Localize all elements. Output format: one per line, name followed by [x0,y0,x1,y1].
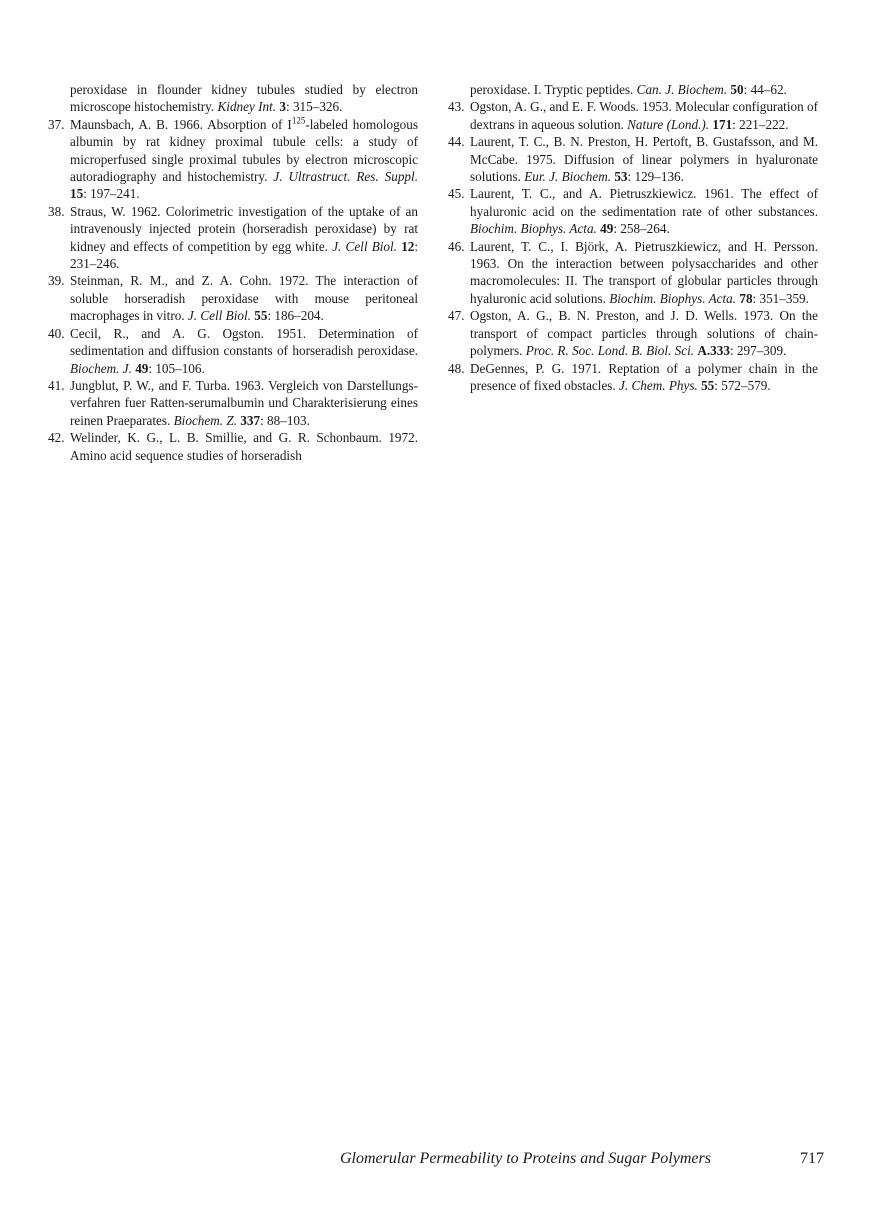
reference-text: Welinder, K. G., L. B. Smillie, and G. R. Schonbaum. 1972. Amino acid sequence studies of horseradish [70,430,418,463]
reference-item [48,116,418,203]
reference-number: 38. [48,203,65,219]
reference-volume: 55 [254,308,268,324]
reference-pages: : 297–309. [729,343,787,359]
reference-pages: : 129–136. [627,169,684,185]
reference-journal: Can. J. Biochem. [636,82,728,97]
reference-text: Straus, W. 1962. Colorimetric investigation of the uptake of an intravenously injected protein (horseradish peroxidase) by rat kidney and effects of competition by egg white. [70,203,418,254]
reference-number: 46. [448,238,465,254]
reference-number: 37. [48,116,65,132]
reference-journal: J. Cell Biol. [332,238,397,254]
reference-pages: : 315–326. [285,99,343,115]
reference-item [448,133,818,185]
reference-pages: : 88–103. [260,412,310,428]
reference-pages: : 186–204. [267,308,324,324]
reference-volume: 55 [701,377,715,393]
reference-journal: Biochim. Biophys. Acta. [609,290,737,306]
reference-item [48,429,418,464]
reference-number: 40. [48,325,65,341]
reference-pages: : 258–264. [613,221,670,237]
reference-text: Jungblut, P. W., and F. Turba. 1963. Vergleich von Darstellungs-verfahren fuer Ratten-serumalbumin und Charakterisierung eines reinen Praeparates. [70,377,418,428]
page-number: 717 [800,1150,824,1167]
reference-text: peroxidase in flounder kidney tubules studied by electron microscope histochemistry. [70,82,418,115]
reference-superscript: 125 [291,115,306,126]
reference-item [448,307,818,359]
reference-number: 39. [48,273,65,289]
reference-column-left [48,81,418,464]
reference-volume: 3 [279,99,286,115]
reference-journal: Biochim. Biophys. Acta. [470,221,597,237]
reference-journal: Proc. R. Soc. Lond. B. Biol. Sci. [525,343,695,359]
reference-volume: 15 [70,186,84,202]
reference-number: 47. [448,308,465,324]
reference-journal: J. Cell Biol. [187,308,251,324]
reference-journal: Kidney Int. [217,99,277,115]
reference-volume: 171 [712,116,733,132]
reference-item [448,98,818,133]
reference-pages: : 197–241. [83,186,140,202]
running-title: Glomerular Permeability to Proteins and Sugar Polymers [340,1150,711,1167]
reference-text: DeGennes, P. G. 1971. Reptation of a polymer chain in the presence of fixed obstacles. [470,360,818,393]
reference-text: Ogston, A. G., B. N. Preston, and J. D. Wells. 1973. On the transport of compact particles through solutions of chain-polymers. [470,308,818,359]
reference-volume: 53 [614,169,628,185]
reference-column-right [448,81,818,394]
reference-pages: : 231–246. [70,238,419,272]
reference-journal: Biochem. Z. [173,412,237,428]
reference-number: 48. [448,360,465,376]
reference-item [48,203,418,273]
reference-text: Laurent, T. C., B. N. Preston, H. Pertoft, B. Gustafsson, and M. McCabe. 1975. Diffusion of linear polymers in hyaluronate solutions. [470,134,818,185]
reference-pages: : 221–222. [732,116,789,132]
reference-journal: J. Ultrastruct. Res. Suppl. [273,169,418,185]
reference-pages: : 44–62. [743,82,787,97]
reference-item [48,325,418,377]
reference-text: Maunsbach, A. B. 1966. Absorption of I [70,116,292,132]
reference-number: 43. [448,99,465,115]
reference-volume: 50 [730,82,744,97]
reference-volume: 12 [401,238,415,254]
reference-number: 41. [48,377,65,393]
reference-volume: 49 [135,360,149,376]
reference-item [448,185,818,237]
reference-text: Laurent, T. C., I. Björk, A. Pietruszkiewicz, and H. Persson. 1963. On the interaction between polysaccharides and other macromolecules: II. The transport of globular particles through hyaluronic acid solutions. [470,238,818,306]
reference-journal: J. Chem. Phys. [619,377,698,393]
reference-pages: : 105–106. [148,360,205,376]
reference-continuation [48,81,418,116]
reference-volume: A.333 [697,343,730,359]
reference-item [48,272,418,324]
reference-item [448,238,818,308]
reference-number: 44. [448,134,465,150]
reference-journal: Eur. J. Biochem. [524,169,612,185]
reference-item [448,360,818,395]
reference-volume: 49 [600,221,614,237]
reference-volume: 337 [240,412,261,428]
reference-text: Steinman, R. M., and Z. A. Cohn. 1972. The interaction of soluble horseradish peroxidase with mouse peritoneal macrophages in vitro. [70,273,418,324]
reference-text: Cecil, R., and A. G. Ogston. 1951. Determination of sedimentation and diffusion constants of horseradish peroxidase. [70,325,418,359]
reference-pages: : 351–359. [752,290,809,306]
reference-text: peroxidase. I. Tryptic peptides. [470,82,634,97]
reference-number: 42. [48,430,65,446]
reference-volume: 78 [739,290,753,306]
reference-text: -labeled homologous albumin by rat kidney proximal tubule cells: a study of microperfused single proximal tubules by electron microscopic autoradiography and histochemistry. [70,116,418,185]
reference-journal: Biochem. J. [70,360,132,376]
reference-text: Ogston, A. G., and E. F. Woods. 1953. Molecular configuration of dextrans in aqueous solution. [470,99,818,132]
reference-text: Laurent, T. C., and A. Pietruszkiewicz. 1961. The effect of hyaluronic acid on the sedimentation rate of other substances. [470,186,818,219]
reference-journal: Nature (Lond.). [627,116,710,132]
reference-item [48,377,418,429]
reference-number: 45. [448,186,465,202]
reference-continuation [448,81,818,98]
reference-pages: : 572–579. [714,377,771,393]
